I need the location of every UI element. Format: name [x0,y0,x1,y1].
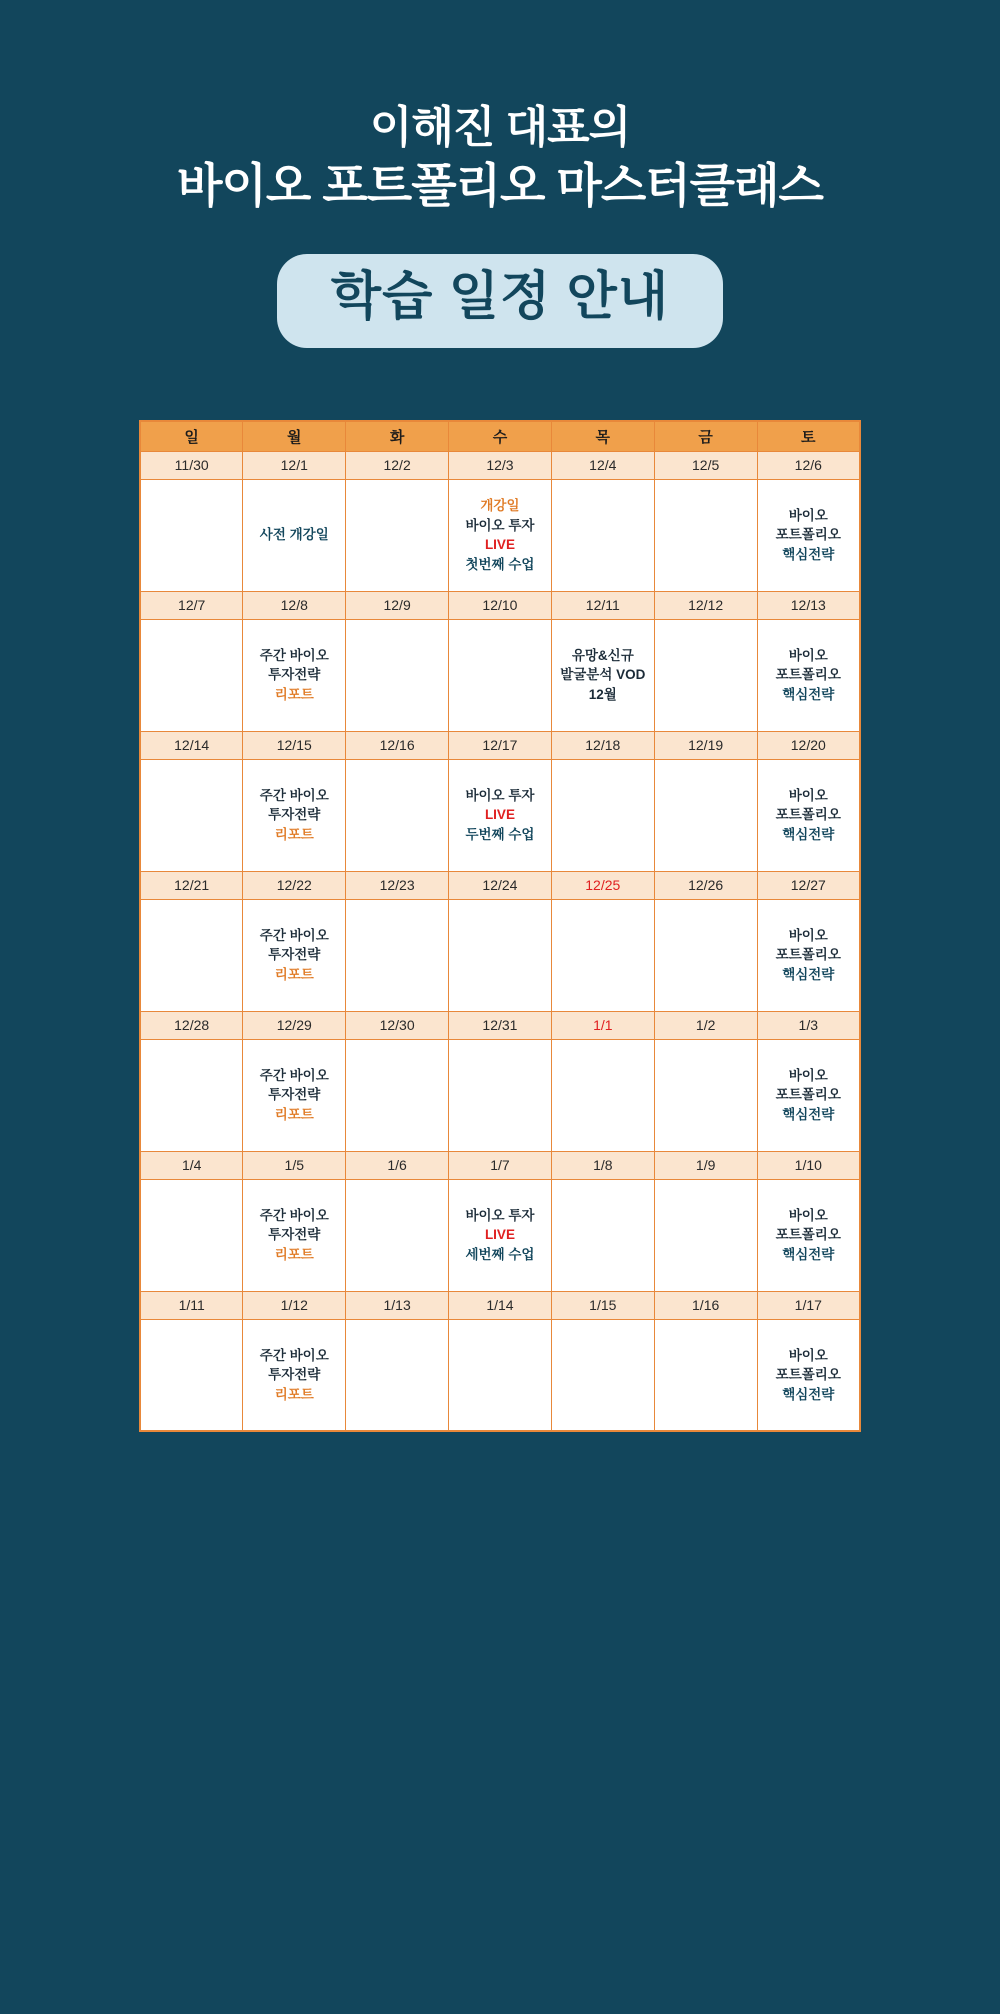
event-line: 포트폴리오 [775,1087,841,1103]
event-line: 바이오 [788,1067,828,1083]
date-row [140,1151,860,1179]
event-line: 포트폴리오 [775,1367,841,1383]
date-row [140,591,860,619]
date-row [140,451,860,479]
event-content [451,1206,549,1265]
date-cell[interactable]: 12/7 [140,591,243,619]
event-cell[interactable] [243,619,346,731]
event-line: 바이오 투자 [465,1207,535,1223]
event-line: 발굴분석 VOD [560,667,646,683]
empty-cell [449,1039,552,1151]
event-line: 바이오 투자 [465,517,535,533]
event-cell[interactable] [243,1179,346,1291]
date-cell[interactable]: 1/1 [551,1011,654,1039]
event-line: 투자전략 [268,1367,321,1383]
date-cell[interactable]: 12/16 [346,731,449,759]
event-line: 리포트 [274,1247,314,1263]
date-cell[interactable]: 1/4 [140,1151,243,1179]
event-line: LIVE [484,537,515,553]
empty-cell [140,1039,243,1151]
date-cell[interactable]: 1/5 [243,1151,346,1179]
date-cell[interactable]: 1/12 [243,1291,346,1319]
date-cell[interactable]: 12/12 [654,591,757,619]
date-cell[interactable]: 12/31 [449,1011,552,1039]
event-content [760,1346,857,1405]
event-line: 투자전략 [268,667,321,683]
date-cell[interactable]: 12/30 [346,1011,449,1039]
event-row [140,1319,860,1431]
calendar-head [140,421,860,451]
weekday-header-1: 월 [243,421,346,451]
event-line: 주간 바이오 [259,647,329,663]
empty-cell [654,1039,757,1151]
event-line: 바이오 [788,787,828,803]
event-line: 바이오 [788,647,828,663]
empty-cell [551,1179,654,1291]
date-row [140,871,860,899]
event-line: LIVE [484,807,515,823]
event-line: 포트폴리오 [775,947,841,963]
empty-cell [140,1319,243,1431]
event-line: 주간 바이오 [259,787,329,803]
event-line: 주간 바이오 [259,1067,329,1083]
weekday-header-row [140,421,860,451]
event-line: 바이오 [788,1207,828,1223]
badge-wrapper [0,254,1000,348]
date-cell[interactable]: 12/11 [551,591,654,619]
event-line: 리포트 [274,1107,314,1123]
date-cell[interactable]: 1/10 [757,1151,860,1179]
date-cell[interactable]: 1/16 [654,1291,757,1319]
date-cell[interactable]: 12/20 [757,731,860,759]
event-cell[interactable] [449,1179,552,1291]
event-line: 핵심전략 [782,1386,835,1402]
event-line: 리포트 [274,827,314,843]
event-content [760,1206,857,1265]
event-cell[interactable] [757,619,860,731]
empty-cell [654,899,757,1011]
date-cell[interactable]: 1/15 [551,1291,654,1319]
empty-cell [346,899,449,1011]
event-line: 주간 바이오 [259,1207,329,1223]
date-cell[interactable]: 1/3 [757,1011,860,1039]
empty-cell [346,1039,449,1151]
event-cell[interactable] [243,1319,346,1431]
event-content [760,506,857,565]
event-row [140,1179,860,1291]
event-content [554,646,652,705]
date-cell[interactable]: 12/13 [757,591,860,619]
title-line-2: 바이오 포트폴리오 마스터클래스 [177,159,823,213]
subtitle-badge: 학습 일정 안내 [277,254,723,348]
event-cell[interactable] [243,759,346,871]
date-row [140,1291,860,1319]
empty-cell [551,759,654,871]
empty-cell [140,759,243,871]
date-cell[interactable]: 1/2 [654,1011,757,1039]
event-cell[interactable] [449,479,552,591]
empty-cell [551,899,654,1011]
empty-cell [449,899,552,1011]
weekday-header-0: 일 [140,421,243,451]
schedule-calendar [139,420,861,1432]
calendar-wrapper [139,420,861,1432]
calendar-body [140,451,860,1431]
empty-cell [654,619,757,731]
event-line: 포트폴리오 [775,667,841,683]
event-content [245,1346,343,1405]
date-cell[interactable]: 1/6 [346,1151,449,1179]
empty-cell [449,1319,552,1431]
empty-cell [346,619,449,731]
event-cell[interactable] [757,899,860,1011]
empty-cell [551,1039,654,1151]
date-cell[interactable]: 12/24 [449,871,552,899]
event-line: 세번째 수업 [465,1247,535,1263]
event-line: 두번째 수업 [465,827,535,843]
event-line: 핵심전략 [782,547,835,563]
empty-cell [140,619,243,731]
date-cell[interactable]: 12/5 [654,451,757,479]
event-line: 포트폴리오 [775,1227,841,1243]
poster-header [0,100,1000,348]
date-cell[interactable]: 1/11 [140,1291,243,1319]
date-cell[interactable]: 1/8 [551,1151,654,1179]
event-line: 핵심전략 [782,1107,835,1123]
event-line: 포트폴리오 [775,807,841,823]
empty-cell [654,479,757,591]
weekday-header-6: 토 [757,421,860,451]
event-content [760,786,857,845]
date-cell[interactable]: 1/7 [449,1151,552,1179]
event-line: 바이오 [788,927,828,943]
date-cell[interactable]: 12/4 [551,451,654,479]
event-content [451,786,549,845]
event-line: LIVE [484,1227,515,1243]
date-cell[interactable]: 12/3 [449,451,552,479]
event-line: 투자전략 [268,807,321,823]
date-row [140,1011,860,1039]
date-cell[interactable]: 12/15 [243,731,346,759]
event-cell[interactable] [757,759,860,871]
event-content [760,1066,857,1125]
date-cell[interactable]: 12/26 [654,871,757,899]
event-line: 리포트 [274,967,314,983]
event-cell[interactable] [243,1039,346,1151]
empty-cell [654,759,757,871]
title-line-1: 이해진 대표의 [369,103,631,152]
date-cell[interactable]: 1/13 [346,1291,449,1319]
date-cell[interactable]: 11/30 [140,451,243,479]
event-cell[interactable] [551,619,654,731]
event-cell[interactable] [243,899,346,1011]
date-cell[interactable]: 12/9 [346,591,449,619]
event-content [245,1066,343,1125]
event-content [245,786,343,845]
event-line: 주간 바이오 [259,1347,329,1363]
event-line: 핵심전략 [782,967,835,983]
event-line: 핵심전략 [782,827,835,843]
event-line: 개강일 [480,498,520,514]
empty-cell [654,1319,757,1431]
event-line: 12월 [588,687,617,703]
event-line: 리포트 [274,687,314,703]
event-cell[interactable] [449,759,552,871]
weekday-header-4: 목 [551,421,654,451]
empty-cell [449,619,552,731]
event-line: 유망&신규 [571,647,634,663]
date-cell[interactable]: 12/21 [140,871,243,899]
event-line: 투자전략 [268,1087,321,1103]
event-row [140,899,860,1011]
event-row [140,479,860,591]
empty-cell [346,1319,449,1431]
empty-cell [346,759,449,871]
empty-cell [654,1179,757,1291]
date-cell[interactable]: 12/2 [346,451,449,479]
empty-cell [140,899,243,1011]
empty-cell [346,1179,449,1291]
date-cell[interactable]: 1/17 [757,1291,860,1319]
weekday-header-2: 화 [346,421,449,451]
weekday-header-3: 수 [449,421,552,451]
event-line: 리포트 [274,1386,314,1402]
empty-cell [551,479,654,591]
event-line: 바이오 투자 [465,787,535,803]
event-row [140,759,860,871]
event-content [245,525,343,545]
event-content [245,646,343,705]
date-row [140,731,860,759]
event-line: 바이오 [788,1347,828,1363]
date-cell[interactable]: 12/29 [243,1011,346,1039]
event-line: 첫번째 수업 [465,556,535,572]
date-cell[interactable]: 12/28 [140,1011,243,1039]
date-cell[interactable]: 12/1 [243,451,346,479]
event-cell[interactable] [757,1179,860,1291]
date-cell[interactable]: 12/25 [551,871,654,899]
event-content [245,1206,343,1265]
date-cell[interactable]: 12/10 [449,591,552,619]
event-row [140,1039,860,1151]
date-cell[interactable]: 12/8 [243,591,346,619]
date-cell[interactable]: 12/22 [243,871,346,899]
date-cell[interactable]: 1/14 [449,1291,552,1319]
event-line: 바이오 [788,507,828,523]
event-cell[interactable] [243,479,346,591]
empty-cell [140,1179,243,1291]
date-cell[interactable]: 12/6 [757,451,860,479]
event-cell[interactable] [757,1039,860,1151]
date-cell[interactable]: 1/9 [654,1151,757,1179]
event-line: 포트폴리오 [775,527,841,543]
date-cell[interactable]: 12/23 [346,871,449,899]
event-content [760,646,857,705]
empty-cell [346,479,449,591]
weekday-header-5: 금 [654,421,757,451]
event-content [245,926,343,985]
event-content [451,496,549,574]
date-cell[interactable]: 12/18 [551,731,654,759]
event-line: 핵심전략 [782,687,835,703]
date-cell[interactable]: 12/17 [449,731,552,759]
empty-cell [551,1319,654,1431]
empty-cell [140,479,243,591]
date-cell[interactable]: 12/27 [757,871,860,899]
event-line: 사전 개강일 [259,527,329,543]
event-line: 핵심전략 [782,1247,835,1263]
event-content [760,926,857,985]
event-line: 투자전략 [268,947,321,963]
date-cell[interactable]: 12/19 [654,731,757,759]
event-cell[interactable] [757,479,860,591]
date-cell[interactable]: 12/14 [140,731,243,759]
event-cell[interactable] [757,1319,860,1431]
event-row [140,619,860,731]
event-line: 투자전략 [268,1227,321,1243]
event-line: 주간 바이오 [259,927,329,943]
